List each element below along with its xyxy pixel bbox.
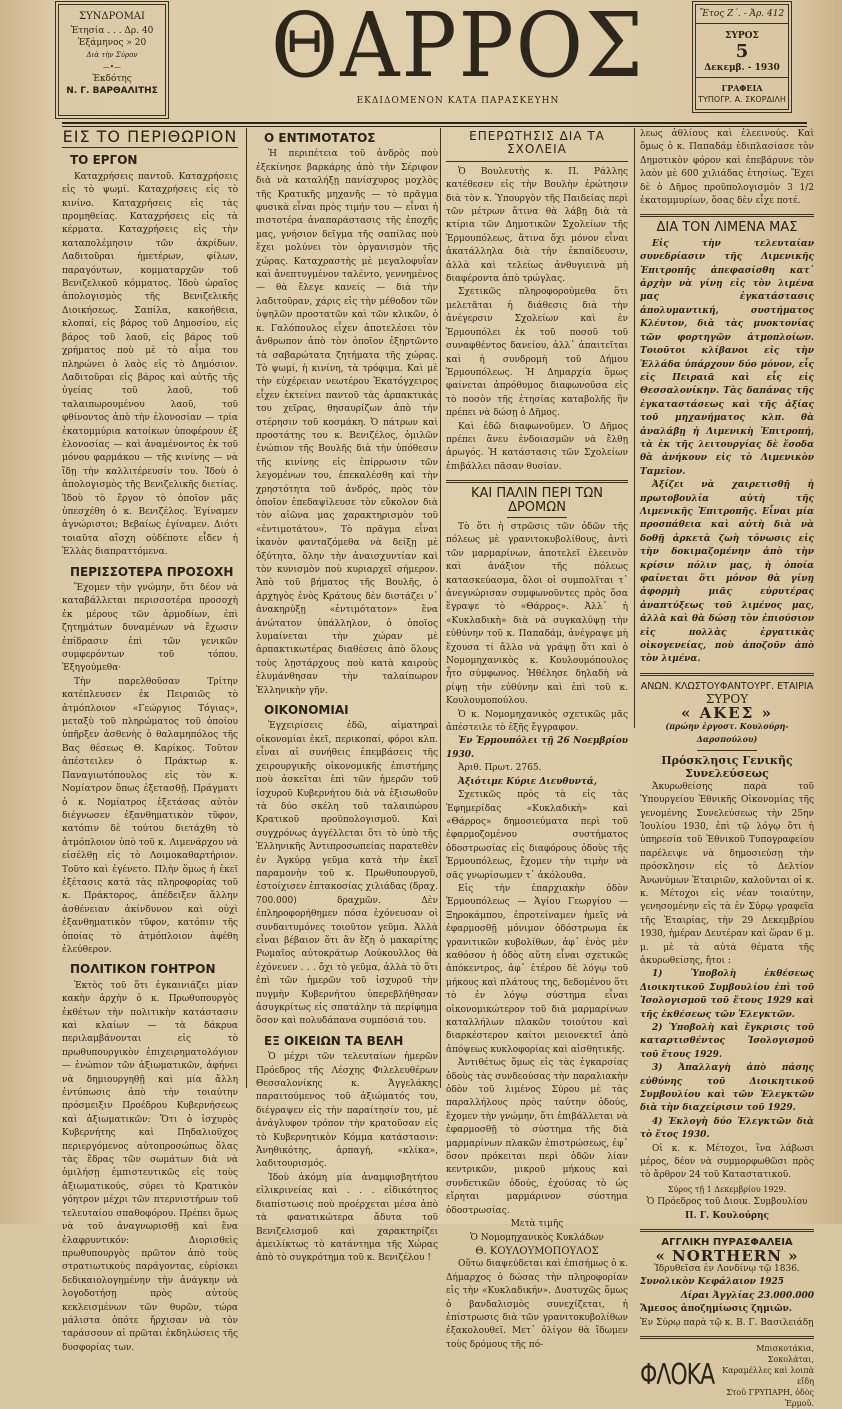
ad-floka [640, 1343, 814, 1409]
section-heading: ΕΙΣ ΤΟ ΠΕΡΙΘΩΡΙΟΝ [62, 128, 238, 148]
subscription-semiannual: Ἑξάμηνος » 20 [77, 38, 147, 48]
subscription-annual: Ἐτησία . . . Δρ. 40 [70, 26, 154, 36]
column-divider [440, 128, 441, 1088]
divider [507, 517, 567, 518]
ad-note: Οἱ κ. κ. Μέτοχοι, ἵνα λάβωσι μέρος, δέον νὰ συμμορφωθῶσι πρὸς τὸ ἄρθρον 24 τοῦ Καταστατικοῦ. [640, 1143, 814, 1181]
ad-former-name: (πρώην ἐργοστ. Κουλούρη-Δαρσπούλου) [665, 721, 789, 745]
section-rule [446, 480, 628, 483]
publisher-name: Ν. Γ. ΒΑΡΘΑΛΙΤΗΣ [66, 86, 158, 96]
ad-northern [640, 1236, 814, 1330]
ad-agenda-item: 2) Ὑποβολὴ καὶ ἔγκρισις τοῦ καταρτισθέντος Ἰσολογισμοῦ τοῦ ἔτους 1929. [640, 1023, 814, 1060]
article-text: λεως ἀθλίους καὶ ἐλεεινούς. Καὶ ὅμως ὁ κ. Παπαδάμ ἐδιπλασίασε τὸν Δημοτικὸν φόρον καὶ ἐπεβάρυνε τὸν λαὸν μὲ 600 χιλιάδας ἐτησίως. Ἔχει δὲ ὁ Δῆμος προϋπολογισμὸν 3 1/2 ἑκατομμυρίων, ὅσας δὲν εἶχε ποτέ. [640, 129, 814, 207]
newspaper-subtitle: ΕΚΔΙΔΟΜΕΝΟΝ ΚΑΤΑ ΠΑΡΑΣΚΕΥΗΝ [356, 96, 560, 106]
masthead [40, 0, 810, 128]
article-text: Καὶ ἐδῶ διαφωνοῦμεν. Ὁ Δῆμος πρέπει ἄνευ ἐνδοιασμῶν νὰ ἔλθῃ ἀρωγός. Ἡ κατάστασις τῶν Σχολείων ἐπιβάλλει πᾶσαν θυσίαν. [446, 421, 628, 472]
ad-line: Ἱδρυθεῖσα ἐν Λονδίνῳ τῷ 1836. [654, 1263, 800, 1274]
article-title: ΤΟ ΕΡΓΟΝ [70, 153, 138, 168]
ad-agenda-item: 1) Ὑποβολὴ ἐκθέσεως Διοικητικοῦ Συμβουλίου ἐπὶ τοῦ Ἰσολογισμοῦ τοῦ ἔτους 1929 καὶ τῆς ἐκθέσεως τῶν Ἐλεγκτῶν. [640, 969, 814, 1020]
divider [697, 750, 757, 751]
article-text: Τὸ ὅτι ἡ στρῶσις τῶν ὁδῶν τῆς πόλεως μὲ γρανιτοκυβολίθους, ἀντὶ τῶν μαρμαρίνων, ἀποτελεῖ ἐλεεινὸν καὶ ἀνάξιον τῆς πόλεως κατασκεύασμα, ὅλοι οἱ συμπολῖται τ᾽ ἀνεγνώρισαν συμφωνοῦντες πρὸς ὅσα ἔγραψε τὸ «Θάρρος». Ἀλλ᾽ ἡ «Κυκλαδικὴ» διὰ νὰ συγκαλύψῃ τὴν εὐθύνην τοῦ κ. Παπαδάμ, ἀνέγραψε μὴ ἔχουσα τί ἄλλο νὰ γράψῃ ὅτι καὶ ὁ Νομομηχανικὸς κ. Κουλουμόπουλος ἦτο σύμφωνος. Ἠθέλησε δηλαδὴ νὰ ρίψῃ τὴν εὐθύνην καὶ ἐπὶ τοῦ κ. Κουλουμοπούλου. [446, 521, 628, 707]
column-1 [62, 128, 238, 1355]
issue-box [695, 4, 789, 110]
letter-signer: Θ. ΚΟΥΛΟΥΜΟΠΟΥΛΟΣ [475, 1245, 599, 1257]
section-rule [640, 673, 814, 676]
letter-salutation: Ἀξιότιμε Κύριε Διευθυντά, [458, 776, 597, 787]
article-text: Οὕτω διαψεύδεται καὶ ἐπισήμως ὁ κ. Δήμαρχος ὁ δώσας τὴν πληροφορίαν εἰς τὴν «Κυκλαδικήν». Δυστυχῶς ὅμως ὁ βανδαλισμὸς συνεχίζεται, ἡ ἐπίστρωσις διὰ τῶν γρανιτοκυβολίθων ἐξακολουθεῖ. Μετ᾽ ὀλίγον θὰ ἴδωμεν τοὺς δρόμους τῆς πό- [446, 1259, 628, 1350]
article-text: Ἐγχειρίσεις ἐδῶ, αἱματηραὶ οἰκονομίαι ἐκεῖ, περικοπαί, φόροι κλπ. εἶναι αἱ συνήθεις ἐπεμβάσεις τῆς χειρουργικῆς οἰκονομικῆς ἐπιστήμης ποὺ ἀσκεῖται ἐπὶ τῶν ἡμερῶν τοῦ ἰσχυροῦ Κυβερνήτου διὰ νὰ ἐξισωθοῦν τὰ δύο σκέλη τοῦ ταλαιπώρου Κρατικοῦ προϋπολογισμοῦ. Καὶ συγχρόνως ἀγγέλλεται ὅτι τὸ ὑπὸ τῆς Ἑλληνικῆς Ἀντιπροσωπείας παρατεθὲν ἐν Ἀγκύρᾳ γεῦμα κατὰ τὴν ἐκεῖ παραμονὴν τοῦ κ. Πρωθυπουργοῦ, ἐστοίχισεν ἑπτακοσίας χιλιάδας (δραχ. 700.000) δραχμῶν. Δὲν ἐπληροφορήθημεν πόσα ἐχόνευσαν οἱ συνδαιτυμόνες τοιοῦτον γεῦμα. Ἀλλὰ εἶναι βέβαιον ὅτι ἂν ἔζη ὁ μακαρίτης Ρωμαῖος αὐτοκράτωρ Λούκουλλος θὰ ἐχόνευεν . . . ὄχι τὸ γεῦμα, ἀλλὰ τὸ ὅτι ἐπὶ τῶν ἡμερῶν τοῦ ἰσχυροῦ τὴν πυγμὴν Κυβερνήτου ὑπερεβλήθησαν ἀσυγκρίτως εἰς σπατάλην τὰ περίφημα ὅσον καὶ πολυδάπανα συμπόσιά του. [256, 721, 438, 1027]
ad-line: Συνολικὸν Κεφάλαιον 1925 [640, 1277, 785, 1288]
ad-agenda-item: 3) Ἀπαλλαγὴ ἀπὸ πάσης εὐθύνης τοῦ Διοικητικοῦ Συμβουλίου καὶ τῶν Ἐλεγκτῶν διὰ τὴν διαχείρισιν τοῦ 1929. [640, 1063, 814, 1114]
ad-details [720, 1343, 814, 1409]
ad-signer: Π. Γ. Κουλούρης [684, 1210, 770, 1221]
article-text: Ἰδοὺ ἀκόμη μία ἀναμφισβητήτου εἰλικρινείας καὶ . . . εἰδικότητος διαπίστωσις ποὺ προέρχεται μέσα ἀπὸ τὰ φανατικώτερα ἄδυτα τοῦ Βενιζελισμοῦ καὶ χαρακτηρίζει ἀμειλίκτως τὸ κατάντημα τῆς Χώρας ἀπὸ τὸ συγκρότημα τοῦ κ. Βενιζέλου ! [256, 1172, 438, 1264]
newspaper-title: ΘΑΡΡΟΣ [271, 0, 645, 98]
article-text: Τὴν παρελθοῦσαν Τρίτην κατέπλευσεν ἐκ Πειραιῶς τὸ ἀτμόπλοιον «Γεώργιος Τόγιας», μεταξὺ τοῦ πληρώματος τοῦ ὁποίου ὑπῆρξεν ἀσθενὴς ὁ θαλαμηπόλος τῆς Βας θέσεως Θ. Καρίκος. Τοῦτον ἀπέστειλεν ὁ Πράκτωρ κ. Παναγιωτόπουλος εἰς τὸν κ. Νομίατρον ὅπως ἐξετασθῇ. Πράγματι ὁ κ. Νομίατρος ἐξετάσας αὐτὸν διέγνωσεν ἐξανθηματικὸν τῦφον, κατόπιν δὲ τούτου διετάχθη τὸ ἀτμόπλοιον ὑπὸ τοῦ κ. Λιμενάρχου νὰ εἰσέλθῃ εἰς τὸ Λοιμοκαθαρτήριον. Τοῦτο καὶ ἐγένετο. Πλὴν ὅμως ἡ ἐκεῖ ἐξέτασις κατὰ τὰς πληροφορίας τοῦ κ. Πράκτορος, ἀπέδειξεν ἄλλην ἀσθένειαν ἀκίνδυνον καὶ οὐχὶ ἐξανθηματικὸν τῦφον, κατόπιν τῆς ὁποίας τὸ ἀτμόπλοιον ἀφέθη ἐλεύθερον. [62, 676, 238, 955]
letter-date: Ἐν Ἑρμουπόλει τῇ 26 Νοεμβρίου 1930. [446, 736, 628, 760]
column-divider [634, 128, 635, 728]
publisher-label: Ἐκδότης [92, 74, 132, 84]
ad-text: Ἀκυρωθείσης παρὰ τοῦ Ὑπουργείου Ἐθνικῆς Οἰκονομίας τῆς γενομένης Συνελεύσεως τὴν 25ην Ἰουλίου 1930, ἐπὶ τῷ λόγῳ ὅτι ἡ ὑπηρεσία τοῦ Ἐθνικοῦ Τυπογραφείου παρέλειψε νὰ δημοσιεύσῃ τὴν πρόσκλησιν εἰς τὸ Δελτίον Ἀνωνύμων Ἑταιριῶν, καλοῦνται οἱ κ. κ. Μέτοχοι εἰς νέαν τοιαύτην, γενησομένην εἰς τὰ ἐν Σύρῳ γραφεῖα τῆς Ἑταιρίας, τὴν 29 Δεκεμβρίου 1930, ἡμέραν Δευτέραν καὶ ὥραν 6 μ. μ. μὲ τὰ αὐτὰ θέματα τῆς ἀκυρωθείσης, ἤτοι : [640, 781, 814, 966]
section-rule [640, 214, 814, 217]
subscription-heading: ΣΥΝΔΡΟΜΑΙ [79, 11, 145, 22]
ornament: —•— [102, 63, 122, 71]
ad-logo: ΦΛΟΚΑ [640, 1359, 715, 1392]
column-4 [640, 128, 814, 1409]
ad-line: Ἐν Σύρῳ παρὰ τῷ κ. Β. Γ. Βασιλειάδῃ [640, 1317, 814, 1328]
article-title: Ο ΕΝΤΙΜΟΤΑΤΟΣ [264, 131, 376, 145]
article-title: ΕΠΕΡΩΤΗΣΙΣ ΔΙΑ ΤΑ ΣΧΟΛΕΙΑ [446, 128, 628, 162]
ad-brand: « ΑΚΕΣ » [681, 703, 773, 722]
letter-text: Σχετικῶς πρὸς τὰ εἰς τὰς Ἐφημερίδας «Κυκλαδικὴ» καὶ «Θάρρος» δημοσιεύματα περὶ τοῦ ἐφαρμοζομένου συστήματος ὁδοστρωσίας εἰς διαφόρους ὁδοὺς τῆς Ἑρμουπόλεως, ἔχομεν τὴν τιμὴν νὰ σᾶς γνωρίσωμεν τ᾽ ἀκόλουθα. [446, 790, 628, 881]
subscription-box [58, 4, 166, 116]
ad-line: Μπισκοτάκια, Σοκολάται, [756, 1343, 814, 1364]
ad-line: Ἄμεσος ἀποζημίωσις ζημιῶν. [640, 1304, 793, 1315]
issue-month-year: Δεκεμβ. - 1930 [696, 62, 788, 78]
letter-signer-title: Ὁ Νομομηχανικὸς Κυκλάδων [470, 1232, 604, 1243]
article-text: Ὁ Βουλευτὴς κ. Π. Ράλλης κατέθεσεν εἰς τὴν Βουλὴν ἐρώτησιν διὰ τὸν κ. Ὑπουργὸν τῆς Παιδείας περὶ τῶν μέτρων ἅτινα θὰ λάβῃ διὰ τὰ κτίρια τῶν Δημοτικῶν Σχολείων τῆς Ἑρμουπόλεως, ἅτινα ὄχι μόνον εἶναι ἀκατάλληλα διὰ τὴν ἐκπαίδευσιν, ἀλλὰ καὶ τελείως ἀνθυγιεινὰ μὴ διαφέροντα ἀπὸ τρώγλας. [446, 166, 628, 285]
ad-line: Στοῦ ΓΡΥΠΑΡΗ, ὁδὸς Ἑρμοῦ. [726, 1387, 814, 1408]
article-title: ΕΞ ΟΙΚΕΙΩΝ ΤΑ ΒΕΛΗ [264, 1033, 404, 1048]
ad-line: Καραμέλλες καὶ λοιπὰ εἴδη [722, 1365, 814, 1386]
letter-text: Εἰς τὴν ἐπαρχιακὴν ὁδὸν Ἑρμουπόλεως — Ἁγίου Γεωργίου — Ξηροκάμπου, ἐπροτείναμεν ἡμεῖς νὰ ἐφαρμοσθῇ μόνιμον ὁδόστρωμα ἐκ γρανιτικῶν κυβολίθων, ἀφ᾽ ἑνὸς μὲν καθόσον ἡ ὁδὸς αὕτη εἶναι σχετικῶς ἀπόκεντρος, ἀφ᾽ ἑτέρου δὲ λόγῳ τοῦ μήκους καὶ πλάτους της, δεδομένου ὅτι τὸ ἐν λόγῳ σύστημα εἶναι οἰκονομικώτερον τοῦ διὰ μαρμαρίνων καταλλήλων πλακῶν τοιούτου καὶ διαρκέστερον καίτοι μειονεκτεῖ ἀπὸ ἀπόψεως κυκλοφορίας καὶ αἰσθητικῆς. [446, 883, 628, 1055]
offices-label: ΓΡΑΦΕΙΑ [721, 83, 763, 93]
article-text: Ἡ περιπέτεια τοῦ ἀνδρὸς ποὺ ἐξεκίνησε βαρκάρης ἀπὸ τὴν Σέριφον διὰ νὰ καταλήξῃ πανίσχυρος μοχλὸς τῆς Κρατικῆς μηχανῆς — τὸ πρᾶγμα φυσικὰ εἶναι πρὸς τιμήν του — εἶναι ἡ πιστοτέρα ἀναπαράστασις τῆς ἐποχῆς μας, γνήσιον δεῖγμα τῆς σαπίλας ποὺ ἔχει μολύνει τὸν ὀργανισμὸν τῆς χώρας. Καταχραστὴς μὲ μεγαλοφυΐαν καὶ ἀνεπτυγμένον ταλέντο, γεννημένος — θὰ ἔλεγε κανείς — διὰ τὴν λαδιτοῦραν, χάρις εἰς τὴν μέθοδον τῶν ὑψηλῶν προστατῶν καὶ τῶν κλικῶν, ὁ κ. Γαλόπουλος εἶχεν ἀποτελέσει τὸν ἄνθρωπον ἀπὸ τὸν ὁποῖον ἐξηρτῶντο τὰ σαβαρώτατα ζητήματα τῆς χώρας. Τὸ ψωμί, ἡ κινίνη, τὰ τρόφιμα. Καὶ μὲ τὴν εὐχέρειαν νεωτέρου Ἑκατόγχειρος εἶχεν ἐκτείνει παντοῦ τὰς ἁρπακτικάς του χεῖρας, θησαυρίζων ἀπὸ τὴν στέρησιν τοῦ κοσμάκη. Ὁ πάτρων καὶ προστάτης του κ. Βενιζέλος, ὁμιλῶν ἐνώπιον τῆς Βουλῆς διὰ τὴν ὑπόθεσιν τῆς κινίνης εἰς ἐπίρρωσιν τῶν λεγομένων του, ἐπεκαλέσθη καὶ τὴν χρηστότητα τοῦ ἀνδρός, πρὸς τὸν ὁποῖον ἐπεδαψίλευσε τὸν εὔκολον διὰ τὸν αἰῶνα μας χαρακτηρισμὸν τοῦ «ἐντιμοτάτου». Τὸ πρᾶγμα εἶναι ἱκανὸν φανταζόμεθα νὰ δείξῃ μὲ ὀξύτητα, ὅλην τὴν ἀναισχυντίαν καὶ τὸν κυνισμὸν ποὺ κυριαρχεῖ σήμερον. Ἀπὸ τοῦ βήματος τῆς Βουλῆς, ὁ ἀρχηγὸς ἑνὸς Κράτους δὲν διστάζει ν᾽ ἀνακηρύξῃ «ἐντιμότατον» ἕνα ἀνώτατον ὑπάλληλον, ὁ ὁποῖος λυμαίνεται τὴν χώραν μὲ ἁρπακτικωτέρας διαθέσεις ἀπὸ ὅλους τοὺς λῃστάρχους ποὺ κατὰ καιροὺς ἐλυμάνθησαν τὴν ταλαίπωρον Ἑλληνικὴν γῆν. [256, 149, 438, 696]
article-text: Καταχρήσεις παντοῦ. Καταχρήσεις εἰς τὸ ψωμί. Καταχρήσεις εἰς τὸ κινίνο. Καταχρήσεις εἰς τὰς προμηθείας. Καταχρήσεις εἰς τὰ κέρματα. Καταχρήσεις εἰς τὴν καταπολέμησιν τῶν ἀκρίδων. Λαδιτοῦραι ἡμετέρων, φίλων, παραγόντων, κομματαρχῶν τοῦ Βενιζελικοῦ κόμματος. Ἰδοὺ ὡραῖος ἀπολογισμὸς τῆς Βενιζελικῆς Διοικήσεως. Σαπίλα, κακοήθεια, κλοπαί, εἰς βάρος τοῦ Δημοσίου, εἰς βάρος τοῦ λαοῦ, εἰς βάρος τοῦ χρήματος ποὺ μὲ τὸ αἷμα του πληρώνει ὁ λαὸς εἰς τὸ Δημόσιον. Λαδιτοῦραι εἰς βάρος καὶ αὐτῆς τῆς ὑγείας τοῦ λαοῦ, τοῦ ταλαιπωρουμένου λαοῦ, τοῦ φθίνοντος ἀπὸ τὴν ἑλονοσίαν — τρία ἑκατομμύρια κατοίκων ὑποφέρουν ἐξ ἑλονοσίας — καὶ ἀναμένοντος ἐκ τοῦ μόνου φαρμάκου — τῆς κινίνης — νὰ ἴδῃ τὴν καλλιτέρευσίν του. Ἰδοὺ ὁ ἀπολογισμὸς τῆς Βενιζελικῆς διετίας. Ἰδοὺ τὸ ἔργον τὸ ὁποῖον μᾶς ὑπεσχέθη ὁ κ. Βενιζέλος. Ἐγίναμεν ἀγνώριστοι; Βεβαίως ἐγίναμεν. Διότι τοιαῦτα αἴσχη οὐδέποτε εἶδεν ἡ Ἑλλὰς διαπραττόμενα. [62, 171, 238, 558]
article-text: Ὁ κ. Νομομηχανικὸς σχετικῶς μᾶς ἀπέστειλε τὸ ἑξῆς ἔγγραφον. [446, 709, 628, 734]
article-title: ΠΟΛΙΤΙΚΟΝ ΓΟΗΤΡΟΝ [70, 962, 216, 977]
letter-text: Ἀντιθέτως ὅμως εἰς τὰς ἐγκαρσίας ὁδοὺς τὰς συνδεούσας τὴν παραλιακὴν ὁδὸν τοῦ λιμένος Σύρου μὲ τὰς παραλλήλους πρὸς ταύτην ὁδούς, ἔχομεν τὴν γνώμην, ὅτι ἐπιβάλλεται νὰ ἐφαρμοσθῇ τὸ σύστημα τῆς διὰ μαρμαρίνων πλακῶν ἐπιστρώσεως, ἐφ᾽ ὅσον πρόκειται περὶ ὁδῶν λίαν κεντρικῶν, μικροῦ μήκους καὶ συνδετικῶν ὁδούς, ἐχούσας τὸ ὡς εἴρηται μαρμάρινον σύστημα ὁδοστρωσίας. [446, 1058, 628, 1216]
section-rule [640, 1336, 814, 1339]
issue-city: ΣΥΡΟΣ [725, 31, 759, 41]
ad-title: Πρόσκλησις Γενικῆς Συνελεύσεως [661, 753, 793, 781]
subscription-note: Διὰ τὴν Σύρον [86, 51, 138, 59]
article-text: Ἀξίζει νὰ χαιρετισθῇ ἡ πρωτοβουλία αὐτὴ τῆς Λιμενικῆς Ἐπιτροπῆς. Εἶναι μία προσπάθεια καὶ αὐτὴ διὰ νὰ δοθῇ ἀρκετὰ ζωὴ τόνωσις εἰς τὴν δοκιμαζομένην ἀπὸ τὴν κρίσιν πόλιν μας, ἡ ὁποία φαίνεται ὅτι μόνον θὰ γίνῃ ἀφορμὴ μιᾶς εὐρυτέρας ἀναπτύξεως τοῦ λιμένος μας, ἀλλὰ καὶ θὰ δώσῃ τὸν ἐπιούσιον εἰς πολλὰς ἐργατικὰς οἰκογενείας, ποὺ ἀποζοῦν ἀπὸ τὸν λιμένα. [640, 480, 814, 665]
issue-year-number: Ἔτος Ζ΄. - Ἀρ. 412 [696, 5, 788, 24]
article-title: ΟΙΚΟΝΟΜΙΑΙ [264, 703, 349, 718]
ad-akes [640, 680, 814, 1223]
article-text: Ὁ μέχρι τῶν τελευταίων ἡμερῶν Πρόεδρος τῆς Λέσχης Φιλελευθέρων Θεσσαλονίκης κ. Ἀγγελάκης παραιτούμενος τοῦ ἀξιώματός του, διέγραψεν εἰς τὴν παραίτησίν του, μὲ ἀνάγλυφον τρόπον τὴν κρατοῦσαν εἰς τὸ Κυβερνητικὸν Κόμμα κατάστασιν: Ἀνηθικότης, ἁρπαγή, «κλίκα», λαδιτουρισμός. [256, 1052, 438, 1170]
offices-address: ΤΥΠΟΓΡ. Α. ΣΚΟΡΔΙΛΗ [698, 95, 786, 104]
article-title: ΔΙΑ ΤΟΝ ΛΙΜΕΝΑ ΜΑΣ [656, 220, 798, 236]
section-rule [640, 1229, 814, 1232]
letter-closing: Μετὰ τιμῆς [510, 1219, 564, 1230]
ad-line: Λίραι Ἀγγλίας 23.000.000 [680, 1290, 814, 1301]
ad-place-date: Σύρος τῇ 1 Δεκεμβρίου 1929. [667, 1184, 787, 1194]
ad-brand: « NORTHERN » [655, 1246, 799, 1265]
ad-city: ΣΥΡΟΥ [705, 692, 749, 707]
article-text: Ἐκτὸς τοῦ ὅτι ἐγκαινιάζει μίαν κακὴν ἀρχὴν ὁ κ. Πρωθυπουργὸς ἐκθέτων τὴν πολιτικὴν κατάστασιν καὶ κλαίων — τὰ δάκρυα περιλαμβάνονται εἰς τὸ πρωθυπουργικὸν ἐπιχειρηματολόγιον — ἐνώπιον τῶν ἀξιωματικῶν, ἀφήνει νὰ δημιουργηθῇ καὶ μία ἄλλη ἐντύπωσις ἀπὸ τὴν τοιαύτην πρόσμειξιν Προέδρου Κυβερνήσεως καὶ ἀξιωματικῶν: Ὅτι ὁ ἰσχυρὸς Κυβερνήτης καὶ Πηδαλιοῦχος περιεργόμενος αὐτοπροσώπως ὅλας τὰς ἕδρας τῶν σωμάτων διὰ νὰ ὁμιλήσῃ ἐμπιστευτικῶς εἰς τοὺς ἀξιωματικούς, σύρει τὸ Κρατικὸν γόητρον μέχρι τῶν πτερνιστήρων τοῦ τελευταίου σπαθοφόρου. Πρέπει ὅμως νὰ τοῦ ἀναγνωρισθῇ καὶ ἕνα ἐλαφρυντικόν: Διορισθεὶς πρωθυπουργὸς πρῶτον ἀπὸ τοὺς στρατιωτικοὺς παράγοντας, εὑρίσκει δεδικαιολογημένην τὴν ἀνάγκην νὰ λογοδοτήσῃ πρὸς αὐτοὺς κεκλεισμένων τῶν θυρῶν, τώρα μάλιστα ὁπότε ἤρχισαν νὰ τὸν ταράσσουν αἱ πρῶται ἐκδηλώσεις τῆς δυσφορίας των. [62, 980, 238, 1353]
column-divider [246, 128, 247, 1088]
article-text: Σχετικῶς πληροφορούμεθα ὅτι μελετᾶται ἡ διάθεσις διὰ τὴν ἀνέγερσιν Σχολείων καὶ ἐν Ἑρμουπόλει ἐκ τοῦ ποσοῦ τοῦ συναφθέντος δανείου, ἀλλ᾽ ἀπαιτεῖται καὶ ἡ συνδρομὴ τοῦ Δήμου Ἑρμουπόλεως. Ἡ Δημαρχία ὅμως φαίνεται ἀπρόθυμος διαφωνοῦσα εἰς τὸ ποσὸν τῆς ἐτησίας καταβολῆς ἣν πρέπει νὰ δώσῃ ὁ Δῆμος. [446, 287, 628, 419]
article-title: ΠΕΡΙΣΣΟΤΕΡΑ ΠΡΟΣΟΧΗ [70, 564, 234, 579]
ad-company: ΑΝΩΝ. ΚΛΩΣΤΟΥΦΑΝΤΟΥΡΓ. ΕΤΑΙΡΙΑ [640, 680, 814, 692]
column-2 [256, 128, 438, 1266]
issue-day: 5 [735, 41, 749, 62]
ad-title: ΑΓΓΛΙΚΗ ΠΥΡΑΣΦΑΛΕΙΑ [661, 1237, 793, 1249]
article-text: Ἔχομεν τὴν γνώμην, ὅτι δέον νὰ καταβάλλεται περισσοτέρα προσοχὴ ἐκ μέρους τῶν ἁρμοδίων, ἐπὶ ζητημάτων δυναμένων νὰ ἔχωσιν ἐπίδρασιν ἐπὶ τῶν γενικῶν συμφερόντων τοῦ τόπου. Ἐξηγούμεθα· [62, 583, 238, 674]
article-title: ΚΑΙ ΠΑΛΙΝ ΠΕΡΙ ΤΩΝ ΔΡΟΜΩΝ [470, 486, 604, 515]
ad-agenda-item: 4) Ἐκλογὴ δύο Ἐλεγκτῶν διὰ τὸ ἔτος 1930. [640, 1116, 814, 1141]
article-text: Εἰς τὴν τελευταίαν συνεδρίασιν τῆς Λιμενικῆς Ἐπιτροπῆς ἀπεφασίσθη κατ᾽ ἀρχὴν νὰ γίνῃ εἰς τὸν λιμένα μας ἐγκατάστασις ἀπολυμαντική, συστήματος Κλέυτον, διὰ τὰς μυοκτονίας τῶν φορτηγῶν ἀτμοπλοίων. Τοιοῦτοι κλίβανοι εἰς τὴν Ἑλλάδα ὑπάρχουν δύο μόνον, εἷς εἰς Πειραιᾶ καὶ εἷς εἰς Θεσσαλονίκην. Τὰς δαπάνας τῆς ἐγκαταστάσεως καὶ τῆς ἀξίας τοῦ μηχανήματος κλπ. θὰ ἀναλάβῃ ἡ Λιμενικὴ Ἐπιτροπή, τὰ ἐκ τῆς λειτουργίας δὲ ἔσοδα θὰ ἀνήκουν εἰς τὸ Λιμενικὸν Ταμεῖον. [640, 238, 814, 477]
column-3 [446, 128, 628, 1352]
ad-signer-title: Ὁ Πρόεδρος τοῦ Διοικ. Συμβουλίου [646, 1197, 808, 1208]
letter-ref: Ἀριθ. Πρωτ. 2765. [458, 763, 542, 774]
